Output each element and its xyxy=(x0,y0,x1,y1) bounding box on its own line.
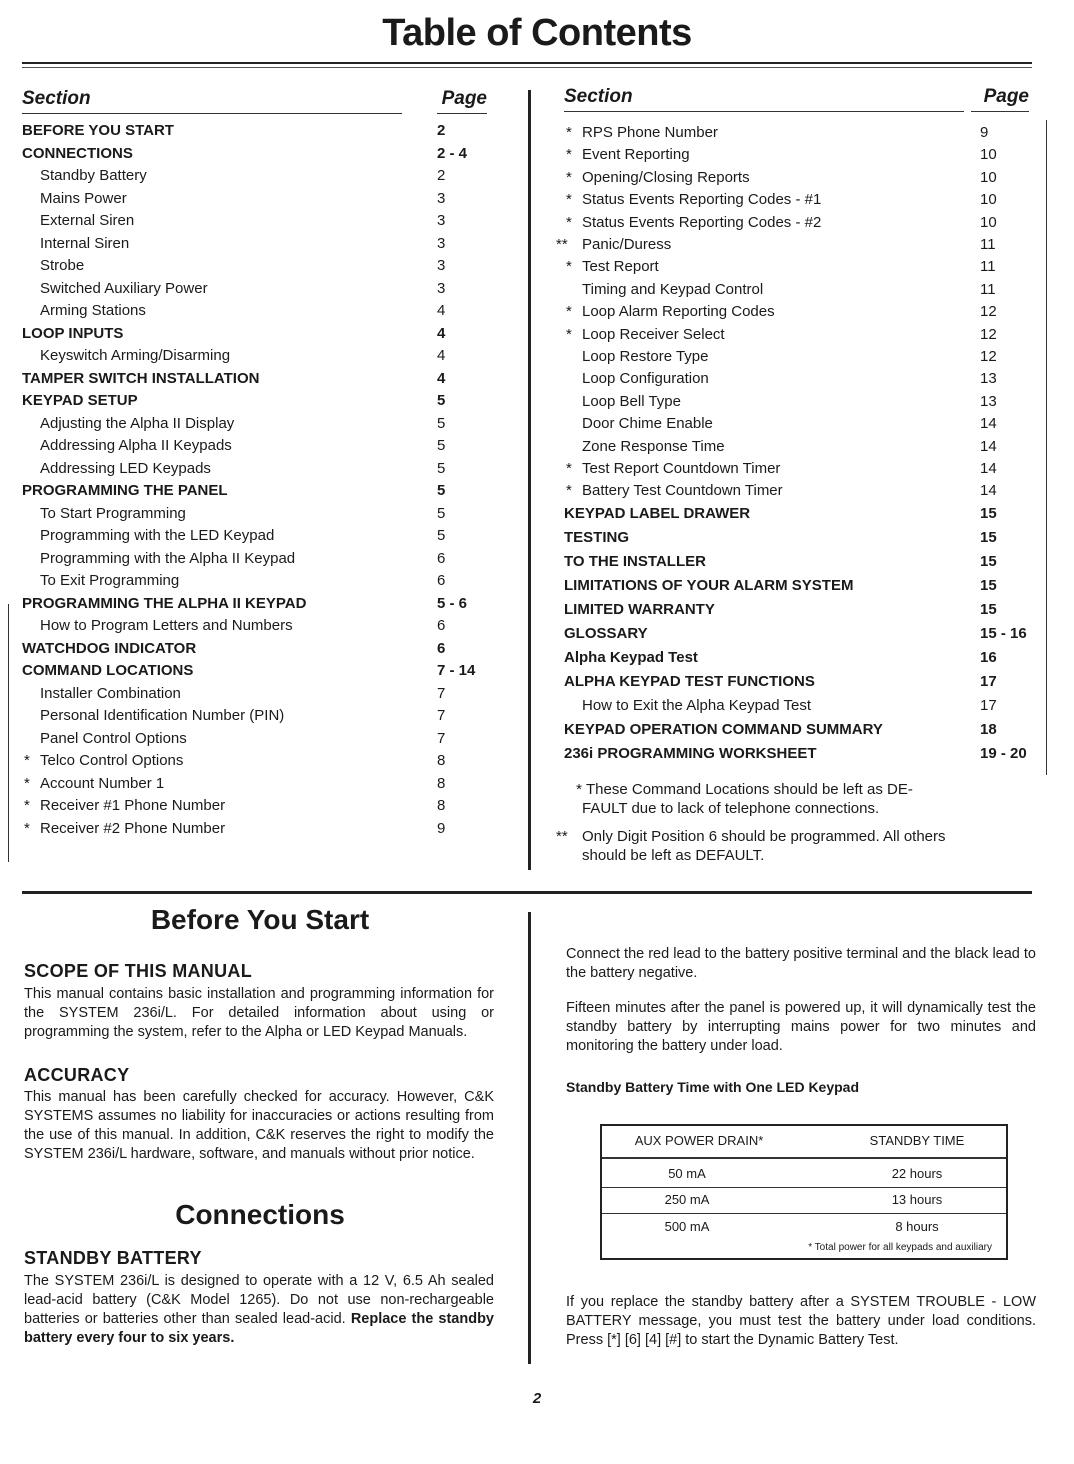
standby-battery-paragraph: The SYSTEM 236i/L is designed to operate with a 12 V, 6.5 Ah sealed lead-acid battery (C&K Model 1265). Do not use non-rechargeable batteries or batteries other than sealed lead-acid. Replace the standby battery every four to six years. xyxy=(24,1273,495,1346)
toc-entry-page: 15 xyxy=(980,552,997,570)
toc-left-column xyxy=(22,88,492,868)
toc-entry-page: 3 xyxy=(437,212,446,229)
toc-note-2: ** Only Digit Position 6 should be programmed. All others should be left as DEFAULT. xyxy=(556,828,946,864)
toc-entry-page: 15 xyxy=(980,528,997,546)
toc-entry xyxy=(556,697,1036,715)
toc-entry xyxy=(22,617,492,635)
toc-entry xyxy=(556,169,1036,187)
table-header-drain: AUX POWER DRAIN* xyxy=(634,1133,764,1148)
toc-entry-label: TAMPER SWITCH INSTALLATION xyxy=(22,369,260,387)
toc-entry-label: Personal Identification Number (PIN) xyxy=(40,707,285,724)
toc-entry-label: LOOP INPUTS xyxy=(22,324,124,342)
toc-entry-page: 6 xyxy=(437,572,446,589)
toc-entry xyxy=(556,415,1036,433)
toc-entry xyxy=(556,258,1036,276)
toc-entry xyxy=(22,325,492,343)
toc-entry-page: 5 xyxy=(437,459,446,477)
toc-entry-page: 8 xyxy=(437,797,446,814)
scope-paragraph: This manual contains basic installation and programming information for the SYSTEM 236i/L. For detailed information about using or programming the system, refer to the Alpha or LED Keypad Manuals. xyxy=(24,986,494,1040)
toc-entry xyxy=(556,673,1036,691)
toc-entry xyxy=(556,745,1036,763)
toc-entry xyxy=(22,640,492,658)
toc-entry-page: 3 xyxy=(437,279,446,297)
toc-entry-label: * Battery Test Countdown Timer xyxy=(566,482,783,500)
page-number: 2 xyxy=(532,1390,542,1407)
toc-entry-page: 5 xyxy=(437,437,446,454)
toc-page-header-right: Page xyxy=(971,86,1029,112)
toc-entry xyxy=(22,460,492,478)
toc-entry xyxy=(556,191,1036,209)
toc-entry-label: Addressing Alpha II Keypads xyxy=(40,437,232,454)
battery-test-paragraph: Fifteen minutes after the panel is powered up, it will dynamically test the standby battery by interrupting mains power for two minutes and monitoring the battery under load. xyxy=(566,1000,1036,1054)
scope-heading: SCOPE OF THIS MANUAL xyxy=(24,961,253,981)
toc-entry-page: 14 xyxy=(980,460,997,477)
toc-entry-label: LIMITED WARRANTY xyxy=(564,600,715,618)
toc-entry xyxy=(22,122,492,140)
toc-entry-page: 10 xyxy=(980,213,997,231)
toc-entry-label: Mains Power xyxy=(40,189,127,207)
table-footnote: * Total power for all keypads and auxiliary xyxy=(808,1242,992,1253)
toc-entry-page: 7 - 14 xyxy=(437,662,476,679)
toc-entry xyxy=(556,721,1036,739)
margin-bar-right xyxy=(1046,120,1047,775)
toc-entry-label: TO THE INSTALLER xyxy=(564,552,706,570)
accuracy-heading: ACCURACY xyxy=(24,1065,130,1085)
toc-entry-page: 8 xyxy=(437,774,446,792)
toc-entry xyxy=(556,236,1036,254)
toc-entry xyxy=(22,167,492,185)
toc-entry xyxy=(22,257,492,275)
toc-page-header: Page xyxy=(437,88,487,114)
toc-entry-label: Loop Restore Type xyxy=(582,348,709,365)
toc-entry-page: 4 xyxy=(437,302,446,319)
toc-entry-page: 9 xyxy=(980,124,989,141)
replace-battery-paragraph: If you replace the standby battery after a SYSTEM TROUBLE - LOW BATTERY message, you must test the battery under load conditions. Press [*] [6] [4] [#] to start the Dynamic Battery Test. xyxy=(566,1294,1036,1348)
toc-entry xyxy=(556,553,1036,571)
toc-entry xyxy=(22,775,492,793)
toc-entry-page: 14 xyxy=(980,415,997,433)
toc-entry-page: 9 xyxy=(437,819,446,837)
toc-entry-label: PROGRAMMING THE ALPHA II KEYPAD xyxy=(22,594,307,612)
toc-entry-label: Keyswitch Arming/Disarming xyxy=(40,347,231,364)
toc-entry-page: 5 xyxy=(437,482,446,499)
toc-entry-page: 10 xyxy=(980,191,997,209)
toc-entry xyxy=(556,348,1036,366)
toc-entry-page: 17 xyxy=(980,672,997,690)
toc-entry-label: * Status Events Reporting Codes - #1 xyxy=(566,191,822,209)
toc-entry xyxy=(22,505,492,523)
title-rule-thin xyxy=(22,67,1032,68)
toc-entry-label: KEYPAD OPERATION COMMAND SUMMARY xyxy=(564,720,883,738)
toc-entry-page: 8 xyxy=(437,752,446,769)
toc-section-header-right: Section xyxy=(564,86,964,112)
toc-entry-label: TESTING xyxy=(564,528,630,546)
toc-entry-page: 13 xyxy=(980,392,997,410)
toc-entry-label: 236i PROGRAMMING WORKSHEET xyxy=(564,744,817,762)
toc-entry-label: * Event Reporting xyxy=(566,146,690,164)
toc-entry-label: Standby Battery xyxy=(40,167,147,184)
standby-battery-heading: STANDBY BATTERY xyxy=(24,1248,202,1268)
toc-entry xyxy=(556,393,1036,411)
toc-entry xyxy=(22,437,492,455)
toc-entry-label: BEFORE YOU START xyxy=(22,122,174,139)
toc-entry-label: Panel Control Options xyxy=(40,729,187,747)
toc-entry-label: Adjusting the Alpha II Display xyxy=(40,414,235,432)
toc-entry xyxy=(556,214,1036,232)
toc-entry-page: 10 xyxy=(980,168,997,186)
toc-entry-page: 14 xyxy=(980,482,997,500)
toc-entry xyxy=(22,235,492,253)
toc-entry xyxy=(22,145,492,163)
section-rule xyxy=(22,891,1032,894)
toc-entry-label: COMMAND LOCATIONS xyxy=(22,662,194,679)
toc-entry-page: 11 xyxy=(980,258,996,276)
toc-entry xyxy=(556,505,1036,523)
toc-entry-page: 14 xyxy=(980,437,997,455)
table-header-time: STANDBY TIME xyxy=(869,1133,965,1148)
toc-entry-page: 5 xyxy=(437,504,446,522)
toc-entry-page: 5 xyxy=(437,392,446,409)
toc-entry-page: 5 - 6 xyxy=(437,594,468,612)
bottom-column-divider xyxy=(528,912,531,1364)
toc-entry xyxy=(22,595,492,613)
toc-entry-page: 12 xyxy=(980,325,997,343)
toc-entry-page: 7 xyxy=(437,729,446,747)
toc-entry-label: To Exit Programming xyxy=(40,572,180,589)
toc-entry-page: 17 xyxy=(980,696,997,714)
toc-entry-page: 3 xyxy=(437,257,446,274)
toc-entry-page: 12 xyxy=(980,303,997,321)
connections-title: Connections xyxy=(175,1199,345,1230)
toc-entry-label: * Test Report Countdown Timer xyxy=(566,460,781,477)
battery-table-caption: Standby Battery Time with One LED Keypad xyxy=(566,1079,860,1095)
toc-entry-page: 15 xyxy=(980,504,997,522)
toc-entry-page: 10 xyxy=(980,146,997,164)
toc-entry-label: * Test Report xyxy=(566,258,659,276)
toc-entry-page: 2 - 4 xyxy=(437,144,468,162)
toc-entry-label: Programming with the LED Keypad xyxy=(40,527,275,544)
toc-entry xyxy=(556,529,1036,547)
toc-right-column xyxy=(556,86,1036,876)
toc-entry xyxy=(556,146,1036,164)
toc-entry-page: 2 xyxy=(437,167,446,184)
toc-entry-label: PROGRAMMING THE PANEL xyxy=(22,482,228,499)
toc-entry-label: Loop Bell Type xyxy=(582,392,681,410)
toc-entry-page: 4 xyxy=(437,347,446,364)
toc-entry xyxy=(22,550,492,568)
toc-entry-page: 18 xyxy=(980,720,997,738)
toc-entry-page: 7 xyxy=(437,707,446,724)
toc-entry xyxy=(556,326,1036,344)
toc-entry-label: Internal Siren xyxy=(40,234,130,252)
toc-entry xyxy=(556,601,1036,619)
toc-entry xyxy=(556,281,1036,299)
toc-entry xyxy=(556,577,1036,595)
toc-entry-page: 11 xyxy=(980,280,996,298)
toc-entry xyxy=(22,730,492,748)
toc-entry-page: 7 xyxy=(437,684,446,702)
toc-entry xyxy=(22,527,492,545)
toc-entry xyxy=(22,820,492,838)
toc-entry-label: Installer Combination xyxy=(40,684,181,702)
toc-entry-page: 6 xyxy=(437,549,446,567)
toc-entry-label: Zone Response Time xyxy=(582,437,725,455)
toc-entry-page: 5 xyxy=(437,414,446,432)
toc-entry-label: How to Program Letters and Numbers xyxy=(40,617,293,634)
toc-entry-label: Strobe xyxy=(40,257,85,274)
battery-lead-paragraph: Connect the red lead to the battery positive terminal and the black lead to the battery negative. xyxy=(566,946,1036,981)
toc-entry xyxy=(22,392,492,410)
toc-entry-page: 15 xyxy=(980,600,997,618)
accuracy-paragraph: This manual has been carefully checked for accuracy. However, C&K SYSTEMS assumes no liability for inaccuracies or actions resulting from the use of this manual. In addition, C&K reserves the right to modify the SYSTEM 236i/L hardware, software, and manuals without prior notice. xyxy=(24,1089,494,1162)
toc-entry-label: * RPS Phone Number xyxy=(566,124,718,141)
toc-entry xyxy=(22,212,492,230)
toc-entry-label: * Opening/Closing Reports xyxy=(566,168,750,186)
toc-entry xyxy=(22,347,492,365)
toc-entry xyxy=(556,649,1036,667)
toc-entry xyxy=(556,370,1036,388)
toc-entry-label: Timing and Keypad Control xyxy=(582,280,764,298)
toc-note-1: * These Command Locations should be left as DE- FAULT due to lack of telephone connections. xyxy=(576,781,913,817)
toc-entry xyxy=(556,625,1036,643)
toc-entry-label: * Loop Receiver Select xyxy=(566,325,725,343)
before-you-start-title: Before You Start xyxy=(150,904,370,935)
toc-entry-page: 2 xyxy=(437,122,446,139)
toc-entry xyxy=(22,662,492,680)
toc-section-header: Section xyxy=(22,88,402,114)
toc-entry-page: 15 - 16 xyxy=(980,624,1027,642)
toc-entry-label: KEYPAD SETUP xyxy=(22,392,138,409)
toc-entry-label: How to Exit the Alpha Keypad Test xyxy=(582,696,812,714)
toc-entry xyxy=(556,303,1036,321)
toc-entry-page: 3 xyxy=(437,234,446,252)
toc-entry-page: 6 xyxy=(437,639,446,657)
title-rule xyxy=(22,62,1032,64)
toc-entry xyxy=(22,415,492,433)
toc-entry-label: Arming Stations xyxy=(40,302,146,319)
toc-entry xyxy=(22,482,492,500)
toc-entry-label: KEYPAD LABEL DRAWER xyxy=(564,504,751,522)
toc-entry xyxy=(22,572,492,590)
toc-column-divider xyxy=(528,90,531,870)
toc-entry-label: CONNECTIONS xyxy=(22,144,133,162)
toc-entry-label: Alpha Keypad Test xyxy=(564,648,698,666)
toc-entry xyxy=(22,280,492,298)
toc-entry-label: * Receiver #1 Phone Number xyxy=(24,797,226,814)
toc-entry-page: 5 xyxy=(437,527,446,544)
toc-entry-label: Loop Configuration xyxy=(582,370,709,388)
toc-entry xyxy=(22,190,492,208)
toc-entry-page: 13 xyxy=(980,370,997,388)
toc-entry-label: WATCHDOG INDICATOR xyxy=(22,639,197,657)
toc-entry-page: 3 xyxy=(437,189,446,207)
margin-bar-left xyxy=(8,604,9,862)
toc-entry-label: * Loop Alarm Reporting Codes xyxy=(566,303,775,321)
toc-entry xyxy=(22,302,492,320)
toc-entry-page: 15 xyxy=(980,576,997,594)
toc-entry-label: Programming with the Alpha II Keypad xyxy=(40,549,296,567)
toc-entry-label: ** Panic/Duress xyxy=(556,236,672,253)
toc-entry xyxy=(22,707,492,725)
toc-entry-label: * Account Number 1 xyxy=(24,774,165,792)
toc-entry xyxy=(22,797,492,815)
toc-entry xyxy=(556,124,1036,142)
page-title: Table of Contents xyxy=(382,12,692,54)
toc-entry-label: * Status Events Reporting Codes - #2 xyxy=(566,213,822,231)
toc-entry xyxy=(556,482,1036,500)
toc-entry-label: LIMITATIONS OF YOUR ALARM SYSTEM xyxy=(564,576,854,594)
toc-entry-page: 19 - 20 xyxy=(980,744,1027,762)
toc-entry-label: * Telco Control Options xyxy=(24,752,184,769)
toc-entry-page: 6 xyxy=(437,617,446,634)
toc-entry-label: Door Chime Enable xyxy=(582,415,713,433)
toc-entry-label: Addressing LED Keypads xyxy=(40,459,211,477)
toc-entry-label: GLOSSARY xyxy=(564,624,648,642)
toc-entry xyxy=(22,685,492,703)
toc-entry-label: To Start Programming xyxy=(40,504,186,522)
toc-entry xyxy=(556,460,1036,478)
toc-entry-page: 4 xyxy=(437,324,446,342)
toc-entry-label: ALPHA KEYPAD TEST FUNCTIONS xyxy=(564,672,815,690)
toc-entry-page: 12 xyxy=(980,348,997,365)
toc-entry xyxy=(22,370,492,388)
toc-entry-label: Switched Auxiliary Power xyxy=(40,279,208,297)
toc-entry-page: 16 xyxy=(980,648,997,666)
toc-entry-label: External Siren xyxy=(40,212,135,229)
toc-entry xyxy=(556,438,1036,456)
standby-battery-warning: Replace the standby battery every four to six years. xyxy=(24,1311,495,1346)
standby-battery-table: AUX POWER DRAIN* STANDBY TIME 50 mA 22 hours 250 mA 13 hours 500 mA 8 hours * Total power for all keypads and auxiliary xyxy=(600,1124,1008,1260)
toc-entry xyxy=(22,752,492,770)
toc-entry-page: 11 xyxy=(980,236,996,253)
toc-entry-label: * Receiver #2 Phone Number xyxy=(24,819,226,837)
toc-entry-page: 4 xyxy=(437,369,446,387)
